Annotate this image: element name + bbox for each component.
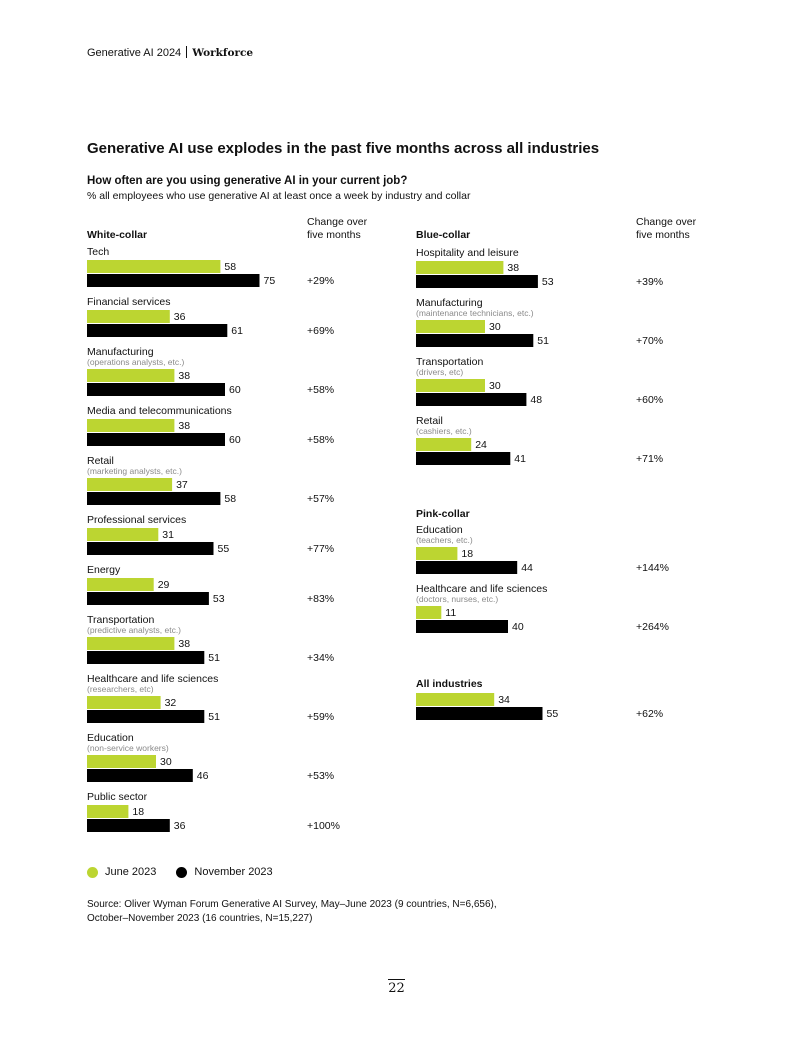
category-sublabel: (teachers, etc.): [416, 535, 473, 545]
data-label-november: 36: [173, 820, 186, 832]
group-heading: Pink-collar: [416, 508, 470, 520]
source-line: Source: Oliver Wyman Forum Generative AI Survey, May–June 2023 (9 countries, N=6,656),: [87, 899, 497, 910]
page-number-text: 22: [388, 981, 405, 996]
change-value: +62%: [636, 708, 664, 720]
category-label: Financial services: [87, 296, 171, 308]
legend-swatch-june: [87, 867, 98, 878]
data-label-november: 53: [212, 593, 225, 605]
data-label-june: 38: [178, 420, 191, 432]
bar-november-2023: [416, 452, 510, 465]
bar-june-2023: [87, 805, 128, 818]
legend-label-november: November 2023: [194, 866, 273, 878]
change-value: +144%: [636, 562, 669, 574]
data-label-november: 41: [514, 453, 526, 465]
page-number: [0, 981, 793, 996]
data-label-november: 44: [521, 562, 533, 574]
bar-june-2023: [87, 528, 158, 541]
bar-november-2023: [87, 769, 193, 782]
data-label-june: 11: [445, 607, 457, 619]
change-value: +71%: [636, 453, 664, 465]
bar-november-2023: [87, 710, 204, 723]
change-value: +57%: [307, 493, 335, 505]
category-sublabel: (researchers, etc): [87, 684, 154, 694]
bar-november-2023: [416, 561, 517, 574]
data-label-november: 58: [224, 493, 237, 505]
bar-june-2023: [416, 261, 503, 274]
legend-item-june: [87, 866, 156, 878]
chart-question: How often are you using generative AI in your current job?: [87, 175, 408, 187]
bar-june-2023: [87, 478, 172, 491]
change-value: +70%: [636, 335, 664, 347]
bar-november-2023: [87, 492, 220, 505]
chart-legend: [87, 866, 293, 878]
bar-june-2023: [87, 637, 174, 650]
data-label-june: 24: [475, 439, 487, 451]
category-label: Professional services: [87, 514, 187, 526]
data-label-june: 58: [224, 261, 237, 273]
category-sublabel: (marketing analysts, etc.): [87, 466, 182, 476]
bar-june-2023: [416, 547, 457, 560]
category-label: Tech: [87, 246, 110, 258]
category-label: Public sector: [87, 791, 148, 803]
category-label: Manufacturing: [87, 346, 154, 358]
change-value: +53%: [307, 770, 335, 782]
change-value: +29%: [307, 275, 335, 287]
data-label-november: 51: [208, 711, 220, 723]
data-label-june: 29: [157, 579, 170, 591]
change-value: +264%: [636, 621, 669, 633]
change-value: +83%: [307, 593, 335, 605]
chart-title: Generative AI use explodes in the past five months across all industries: [87, 140, 600, 157]
category-sublabel: (non-service workers): [87, 743, 169, 753]
legend-item-november: [176, 866, 272, 878]
change-value: +59%: [307, 711, 335, 723]
bar-june-2023: [87, 755, 156, 768]
category-label: Media and telecommunications: [87, 405, 232, 417]
bar-june-2023: [416, 438, 471, 451]
data-label-november: 51: [208, 652, 220, 664]
data-label-november: 61: [231, 325, 243, 337]
change-value: +58%: [307, 384, 335, 396]
category-label: Hospitality and leisure: [416, 247, 519, 259]
category-label: Healthcare and life sciences: [87, 673, 219, 685]
bar-june-2023: [87, 260, 220, 273]
data-label-november: 75: [263, 275, 276, 287]
category-sublabel: (maintenance technicians, etc.): [416, 308, 534, 318]
bar-november-2023: [87, 383, 225, 396]
data-label-june: 18: [132, 806, 145, 818]
data-label-november: 60: [229, 384, 241, 396]
category-label: Education: [87, 732, 134, 744]
bar-november-2023: [416, 620, 508, 633]
category-sublabel: (operations analysts, etc.): [87, 357, 185, 367]
change-header: five months: [636, 229, 690, 241]
section-name: Workforce: [192, 47, 254, 59]
bar-june-2023: [87, 310, 170, 323]
data-label-november: 48: [530, 394, 543, 406]
data-label-november: 46: [196, 770, 209, 782]
bar-november-2023: [87, 324, 227, 337]
category-label: Manufacturing: [416, 297, 483, 309]
bar-november-2023: [416, 393, 526, 406]
category-label: Education: [416, 524, 463, 536]
change-value: +69%: [307, 325, 335, 337]
data-label-november: 55: [217, 543, 230, 555]
change-value: +34%: [307, 652, 335, 664]
data-label-november: 51: [537, 335, 549, 347]
bar-june-2023: [416, 693, 494, 706]
data-label-november: 53: [541, 276, 554, 288]
data-label-june: 38: [178, 638, 191, 650]
change-header: Change over: [636, 216, 697, 228]
bar-november-2023: [87, 819, 170, 832]
category-label: Transportation: [87, 614, 155, 626]
data-label-june: 34: [498, 694, 510, 706]
category-label: Transportation: [416, 356, 484, 368]
data-label-june: 30: [489, 321, 501, 333]
category-label: Energy: [87, 564, 121, 576]
data-label-november: 40: [512, 621, 524, 633]
report-name: Generative AI 2024: [87, 47, 182, 59]
source-line: October–November 2023 (16 countries, N=15,227): [87, 913, 313, 924]
legend-label-june: June 2023: [105, 866, 157, 878]
bar-june-2023: [87, 419, 174, 432]
data-label-june: 30: [160, 756, 172, 768]
bar-june-2023: [416, 379, 485, 392]
bar-november-2023: [416, 707, 543, 720]
change-value: +100%: [307, 820, 340, 832]
bar-june-2023: [416, 320, 485, 333]
bar-november-2023: [87, 433, 225, 446]
change-value: +39%: [636, 276, 664, 288]
category-label: Retail: [416, 415, 443, 427]
category-sublabel: (drivers, etc): [416, 367, 464, 377]
change-header: Change over: [307, 216, 368, 228]
change-value: +58%: [307, 434, 335, 446]
source-note: [87, 898, 547, 926]
bar-november-2023: [87, 592, 209, 605]
category-sublabel: (doctors, nurses, etc.): [416, 594, 499, 604]
bar-november-2023: [87, 651, 204, 664]
data-label-june: 31: [162, 529, 174, 541]
category-sublabel: (cashiers, etc.): [416, 426, 472, 436]
data-label-november: 60: [229, 434, 241, 446]
bar-june-2023: [87, 578, 154, 591]
group-heading: White-collar: [87, 229, 148, 241]
data-label-june: 32: [164, 697, 177, 709]
category-label: Retail: [87, 455, 114, 467]
data-label-june: 36: [173, 311, 186, 323]
bar-november-2023: [416, 334, 533, 347]
bar-november-2023: [87, 274, 260, 287]
legend-swatch-november: [176, 867, 187, 878]
data-label-june: 18: [461, 548, 474, 560]
bar-june-2023: [87, 369, 174, 382]
change-value: +77%: [307, 543, 335, 555]
data-label-june: 30: [489, 380, 501, 392]
data-label-june: 37: [176, 479, 188, 491]
group-heading: All industries: [416, 678, 483, 690]
change-value: +60%: [636, 394, 664, 406]
chart-subtitle: % all employees who use generative AI at least once a week by industry and collar: [87, 190, 471, 202]
category-sublabel: (predictive analysts, etc.): [87, 625, 182, 635]
bar-november-2023: [416, 275, 538, 288]
bar-june-2023: [416, 606, 441, 619]
group-heading: Blue-collar: [416, 229, 471, 241]
change-header: five months: [307, 229, 361, 241]
bar-november-2023: [87, 542, 214, 555]
category-label: Healthcare and life sciences: [416, 583, 548, 595]
data-label-june: 38: [178, 370, 191, 382]
bar-june-2023: [87, 696, 161, 709]
data-label-june: 38: [507, 262, 520, 274]
data-label-november: 55: [546, 708, 559, 720]
